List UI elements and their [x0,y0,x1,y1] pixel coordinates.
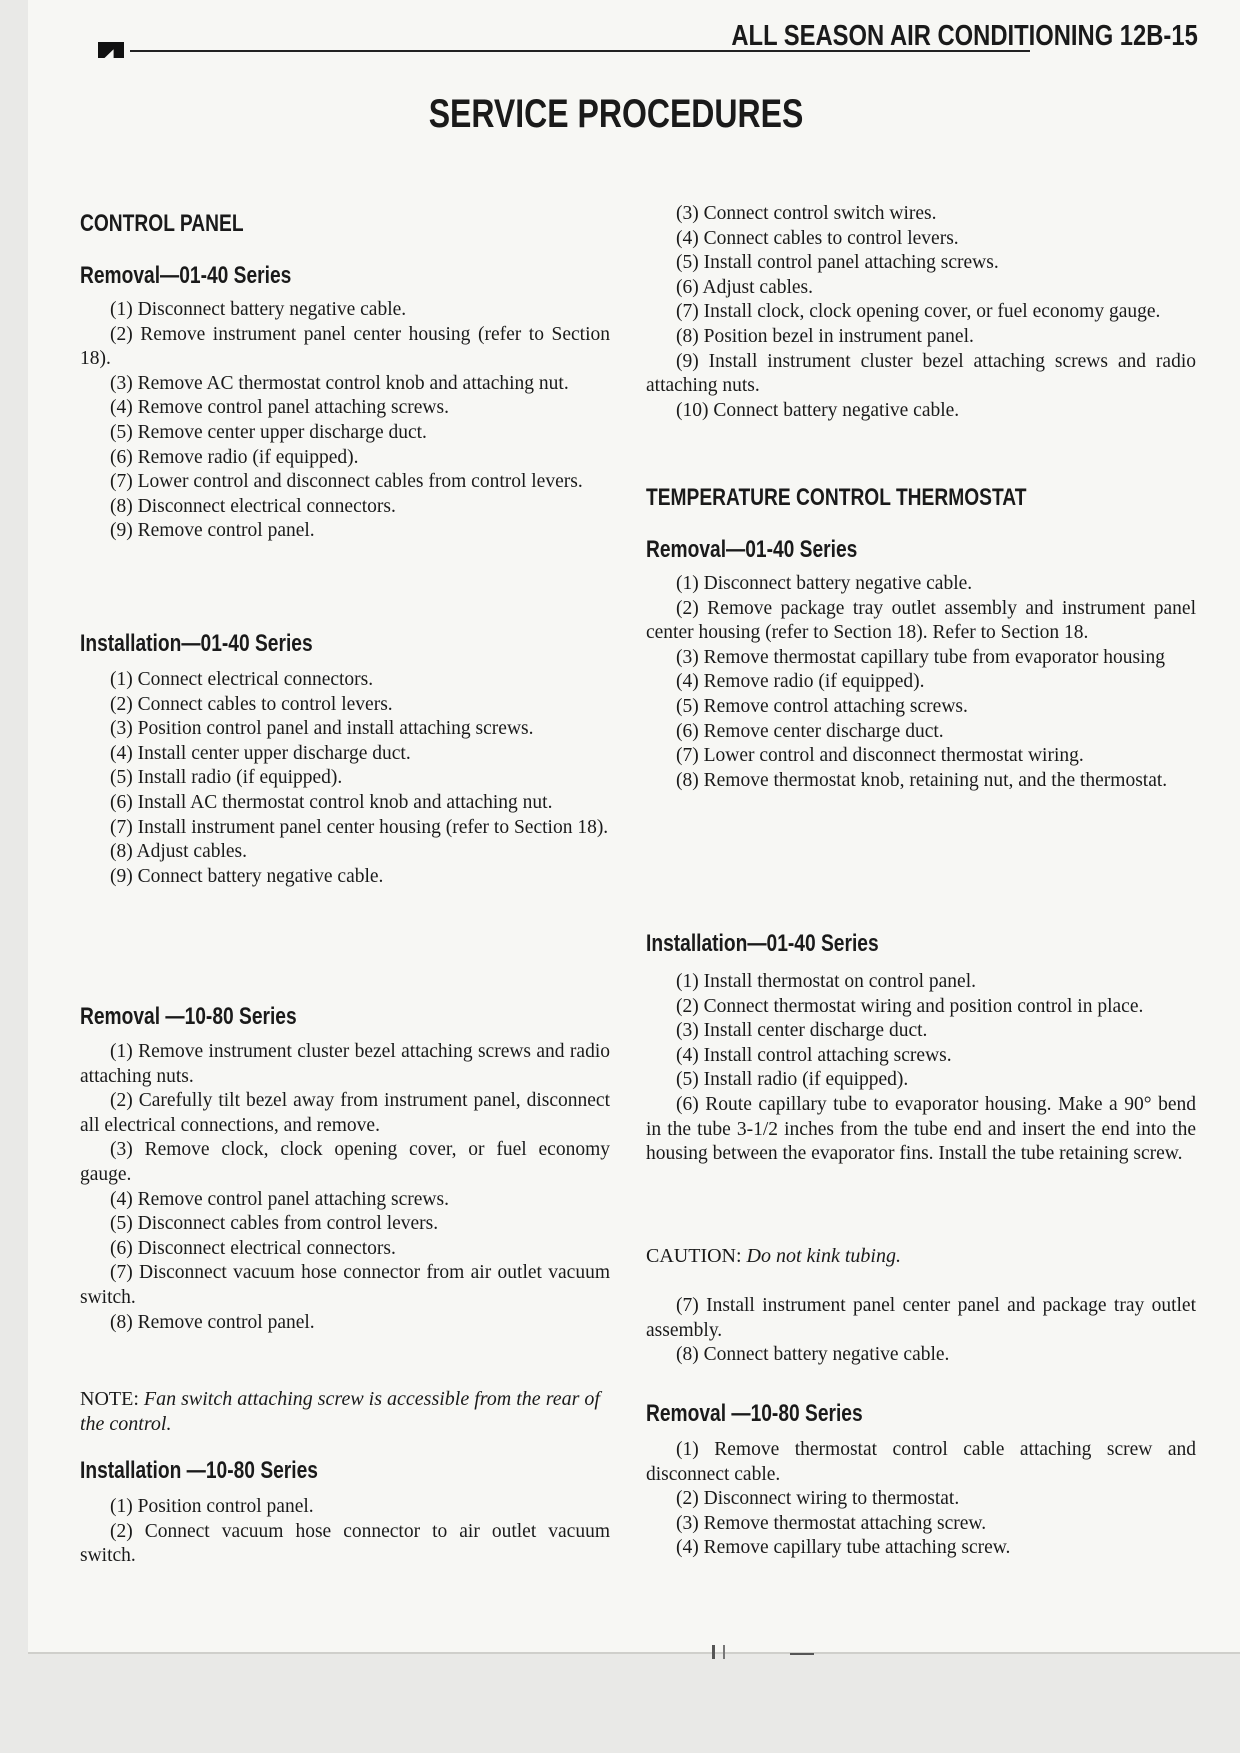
steps-removal-10-80 [646,1438,1196,1561]
step: (7) Install instrument panel center panel and package tray outlet assembly. [646,1295,1196,1341]
steps-installation-10-80 [80,1495,610,1569]
steps-removal-01-40 [646,572,1196,793]
step: (4) Remove radio (if equipped). [676,671,925,693]
step: (6) Adjust cables. [676,276,814,298]
steps-removal-01-40 [80,298,610,544]
step: (9) Connect battery negative cable. [110,865,384,887]
step: (2) Remove instrument panel center housing (refer to Section 18). [80,323,610,370]
page-header [98,14,1198,54]
step: (7) Lower control and disconnect thermostat wiring. [676,745,1084,767]
step: (2) Carefully tilt bezel away from instrument panel, disconnect all electrical connections, and remove. [80,1090,610,1136]
step: (1) Disconnect battery negative cable. [110,299,407,320]
step: (7) Install clock, clock opening cover, or fuel economy gauge. [676,301,1161,323]
step: (8) Disconnect electrical connectors. [110,495,396,517]
step: (1) Position control panel. [110,1496,314,1517]
header-title: ALL SEASON AIR CONDITIONING 12B-15 [731,20,1198,52]
step: (5) Disconnect cables from control levers. [110,1213,439,1235]
step: (9) Install instrument cluster bezel attaching screws and radio attaching nuts. [646,350,1196,397]
step: (3) Remove AC thermostat control knob and attaching nut. [110,372,569,394]
step: (3) Install center discharge duct. [676,1020,928,1042]
note [80,1387,610,1437]
step: (4) Install center upper discharge duct. [110,742,411,764]
publisher-logo-icon [98,42,124,58]
steps-removal-10-80 [80,1040,610,1335]
step: (4) Install control attaching screws. [676,1044,952,1066]
step: (2) Remove package tray outlet assembly and instrument panel center housing (refer to Section 18). Refer to Section 18. [646,597,1196,644]
bottom-binding-marks [0,1645,1240,1665]
heading-installation-01-40: Installation—01-40 Series [80,630,313,657]
step: (4) Remove control panel attaching screws. [110,397,449,419]
step: (8) Position bezel in instrument panel. [676,325,974,347]
step: (6) Disconnect electrical connectors. [110,1237,396,1259]
step: (3) Remove clock, clock opening cover, or fuel economy gauge. [80,1139,610,1185]
step: (8) Connect battery negative cable. [676,1344,950,1366]
note-block [80,1387,610,1437]
step: (5) Install control panel attaching screws. [676,252,999,274]
step: (4) Remove capillary tube attaching screw. [676,1537,1011,1559]
step: (4) Connect cables to control levers. [676,227,959,249]
step: (1) Remove thermostat control cable attaching screw and disconnect cable. [646,1439,1196,1485]
step: (5) Remove center upper discharge duct. [110,421,427,443]
note-text: Fan switch attaching screw is accessible from the rear of the control. [80,1388,600,1435]
step: (7) Lower control and disconnect cables from control levers. [110,471,583,493]
binding-mark [712,1645,715,1659]
binding-mark [723,1645,725,1659]
step: (2) Connect cables to control levers. [110,693,393,715]
step: (4) Remove control panel attaching screws. [110,1188,449,1210]
steps-installation-01-40 [646,970,1196,1167]
caution-block [646,1244,1196,1269]
heading-installation-10-80: Installation —10-80 Series [80,1457,318,1484]
step: (6) Route capillary tube to evaporator housing. Make a 90° bend in the tube 3-1/2 inches from the tube end and insert the end into the housing between the evaporator fins. Install the tube retaining screw. [646,1093,1196,1165]
step: (6) Remove center discharge duct. [676,720,944,742]
step: (8) Remove control panel. [110,1311,315,1333]
caution-label: CAUTION: [646,1245,742,1267]
step: (7) Install instrument panel center housing (refer to Section 18). [110,816,609,838]
step: (5) Install radio (if equipped). [676,1069,909,1091]
heading-installation-01-40: Installation—01-40 Series [646,930,879,957]
step: (8) Remove thermostat knob, retaining nut, and the thermostat. [676,769,1168,791]
heading-removal-01-40: Removal—01-40 Series [646,536,858,563]
steps-continued [646,202,1196,423]
manual-page [28,0,1240,1654]
step: (5) Remove control attaching screws. [676,695,968,717]
step: (1) Install thermostat on control panel. [676,971,977,992]
step: (3) Remove thermostat attaching screw. [676,1512,987,1534]
steps-installation-01-40 [80,668,610,889]
note-label: NOTE: [80,1388,139,1410]
step: (9) Remove control panel. [110,520,315,542]
step: (5) Install radio (if equipped). [110,767,343,789]
step: (2) Connect thermostat wiring and position control in place. [676,995,1144,1017]
heading-removal-10-80: Removal —10-80 Series [646,1400,863,1427]
heading-removal-10-80: Removal —10-80 Series [80,1003,297,1030]
section-title-temperature-control: TEMPERATURE CONTROL THERMOSTAT [646,484,1027,511]
step: (3) Position control panel and install attaching screws. [110,718,534,740]
steps-installation-01-40-continued [646,1294,1196,1368]
step: (6) Install AC thermostat control knob and attaching nut. [110,791,553,813]
caution-text: Do not kink tubing. [746,1245,901,1267]
step: (6) Remove radio (if equipped). [110,446,359,468]
step: (2) Disconnect wiring to thermostat. [676,1488,960,1510]
step: (1) Disconnect battery negative cable. [676,573,973,594]
step: (3) Connect control switch wires. [676,203,937,224]
caution [646,1244,1196,1269]
step: (2) Connect vacuum hose connector to air outlet vacuum switch. [80,1520,610,1567]
step: (10) Connect battery negative cable. [676,399,960,421]
section-title-control-panel: CONTROL PANEL [80,210,244,237]
binding-mark [790,1653,814,1655]
page-title: SERVICE PROCEDURES [428,92,804,136]
step: (3) Remove thermostat capillary tube from evaporator housing [676,646,1165,668]
step: (1) Connect electrical connectors. [110,669,374,690]
step: (8) Adjust cables. [110,841,248,863]
step: (7) Disconnect vacuum hose connector from air outlet vacuum switch. [80,1262,610,1308]
heading-removal-01-40: Removal—01-40 Series [80,262,292,289]
step: (1) Remove instrument cluster bezel attaching screws and radio attaching nuts. [80,1041,610,1087]
